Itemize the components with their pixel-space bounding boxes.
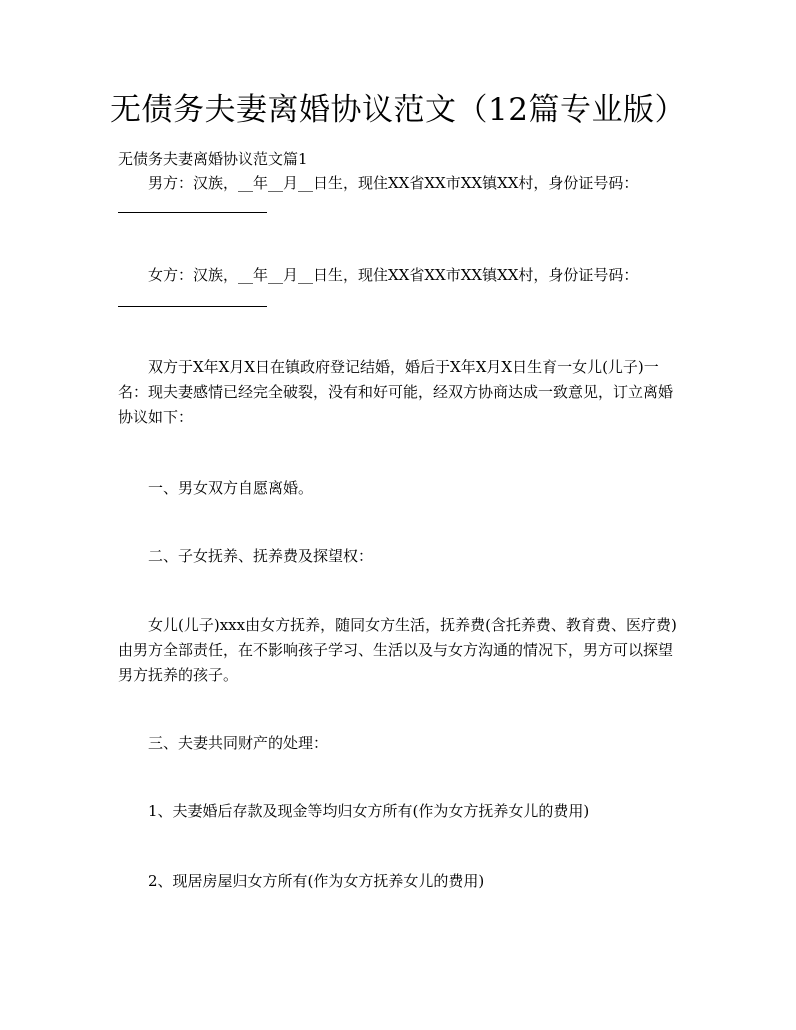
section-heading: 无债务夫妻离婚协议范文篇1 [118, 150, 308, 168]
clause-one: 一、男女双方自愿离婚。 [148, 479, 314, 497]
property-item-2: 2、现居房屋归女方所有(作为女方抚养女儿的费用) [148, 872, 485, 890]
clause-three: 三、夫妻共同财产的处理： [148, 734, 329, 752]
id-number-blank-female [118, 306, 267, 307]
paragraph-female-party: 女方：汉族，__年__月__日生，现住XX省XX市XX镇XX村，身份证号码： [148, 266, 639, 284]
property-item-1: 1、夫妻婚后存款及现金等均归女方所有(作为女方抚养女儿的费用) [148, 802, 590, 820]
paragraph-marriage-facts: 双方于X年X月X日在镇政府登记结婚，婚后于X年X月X日生育一女儿(儿子)一名：现夫妻感情已经完全破裂，没有和好可能，经双方协商达成一致意见，订立离婚协议如下： [118, 358, 674, 426]
clause-two: 二、子女抚养、抚养费及探望权： [148, 547, 374, 565]
id-number-blank-male [118, 212, 267, 213]
paragraph-male-party: 男方：汉族，__年__月__日生，现住XX省XX市XX镇XX村，身份证号码： [148, 174, 639, 192]
document-title: 无债务夫妻离婚协议范文（12篇专业版） [110, 92, 686, 128]
paragraph-child-custody: 女儿(儿子)xxx由女方抚养，随同女方生活，抚养费(含托养费、教育费、医疗费)由男方全部责任，在不影响孩子学习、生活以及与女方沟通的情况下，男方可以探望男方抚养的孩子。 [118, 616, 677, 684]
